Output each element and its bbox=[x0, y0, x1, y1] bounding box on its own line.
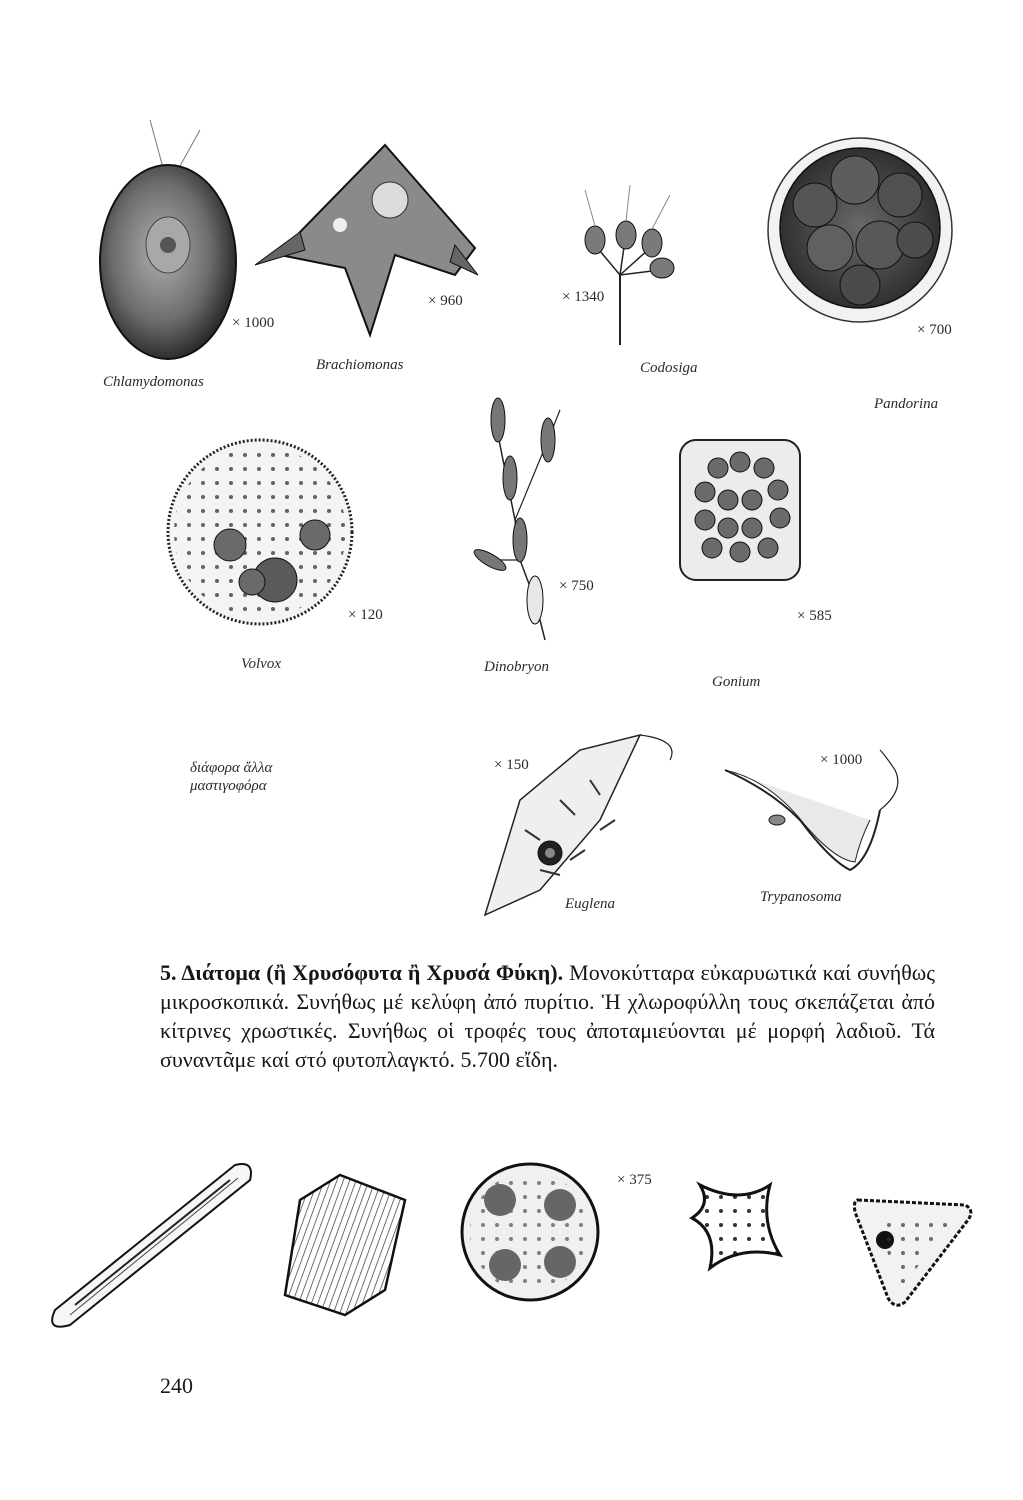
trypanosoma-label: Trypanosoma bbox=[760, 889, 842, 905]
gonium-illustration bbox=[680, 440, 800, 580]
section-body: Μονοκύτταρα εὐκαρυωτικά καί συνήθως μικροσκοπικά. Συνήθως μέ κελύφη ἀπό πυρίτιο. Ἡ χλωροφύλλη τους σκεπάζεται ἀπό κίτρινες χρωστικές. Συνήθως οἱ τροφές τους ἀποταμιεύονται μέ μορφή λαδιοῦ. Τά συναντᾶμε καί στό φυτοπλαγκτό. 5.700 εἴδη. bbox=[160, 960, 935, 1072]
pandorina-illustration bbox=[768, 138, 952, 322]
pandorina-label: Pandorina bbox=[874, 396, 939, 412]
chlamydomonas-illustration bbox=[100, 120, 236, 359]
volvox-illustration bbox=[168, 440, 352, 624]
brachiomonas-magnification: × 960 bbox=[428, 293, 463, 309]
other-flagellates-label-line2: μαστιγοφόρα bbox=[190, 778, 267, 794]
brachiomonas-label: Brachiomonas bbox=[316, 357, 404, 373]
volvox-label: Volvox bbox=[241, 656, 281, 672]
star-diatom bbox=[692, 1185, 780, 1268]
pinnularia-diatom bbox=[52, 1164, 251, 1327]
section-heading: 5. Διάτομα (ἢ Χρυσόφυτα ἢ Χρυσά Φύκη). bbox=[160, 960, 564, 985]
codosiga-magnification: × 1340 bbox=[562, 289, 605, 305]
codosiga-label: Codosiga bbox=[640, 360, 698, 376]
gonium-magnification: × 585 bbox=[797, 608, 832, 624]
page-number: 240 bbox=[160, 1373, 193, 1398]
trypanosoma-magnification: × 1000 bbox=[820, 752, 863, 768]
gonium-label: Gonium bbox=[712, 674, 761, 690]
volvox-magnification: × 120 bbox=[348, 607, 383, 623]
other-flagellates-label-line1: διάφορα ἄλλα bbox=[190, 760, 273, 776]
codosiga-illustration bbox=[585, 185, 674, 345]
pandorina-magnification: × 700 bbox=[917, 322, 952, 338]
chlamydomonas-magnification: × 1000 bbox=[232, 315, 275, 331]
diatoms-magnification: × 375 bbox=[617, 1172, 652, 1188]
dinobryon-magnification: × 750 bbox=[559, 578, 594, 594]
rectangular-diatom bbox=[285, 1175, 405, 1315]
euglena-label: Euglena bbox=[565, 896, 615, 912]
euglena-magnification: × 150 bbox=[494, 757, 529, 773]
dinobryon-label: Dinobryon bbox=[484, 659, 549, 675]
round-diatom bbox=[462, 1164, 598, 1300]
diatoms-illustration bbox=[52, 1164, 971, 1327]
chlamydomonas-label: Chlamydomonas bbox=[103, 374, 204, 390]
section-paragraph bbox=[160, 958, 935, 1074]
trypanosoma-illustration bbox=[725, 750, 898, 870]
dinobryon-illustration bbox=[471, 398, 560, 640]
triangle-diatom bbox=[854, 1200, 970, 1305]
